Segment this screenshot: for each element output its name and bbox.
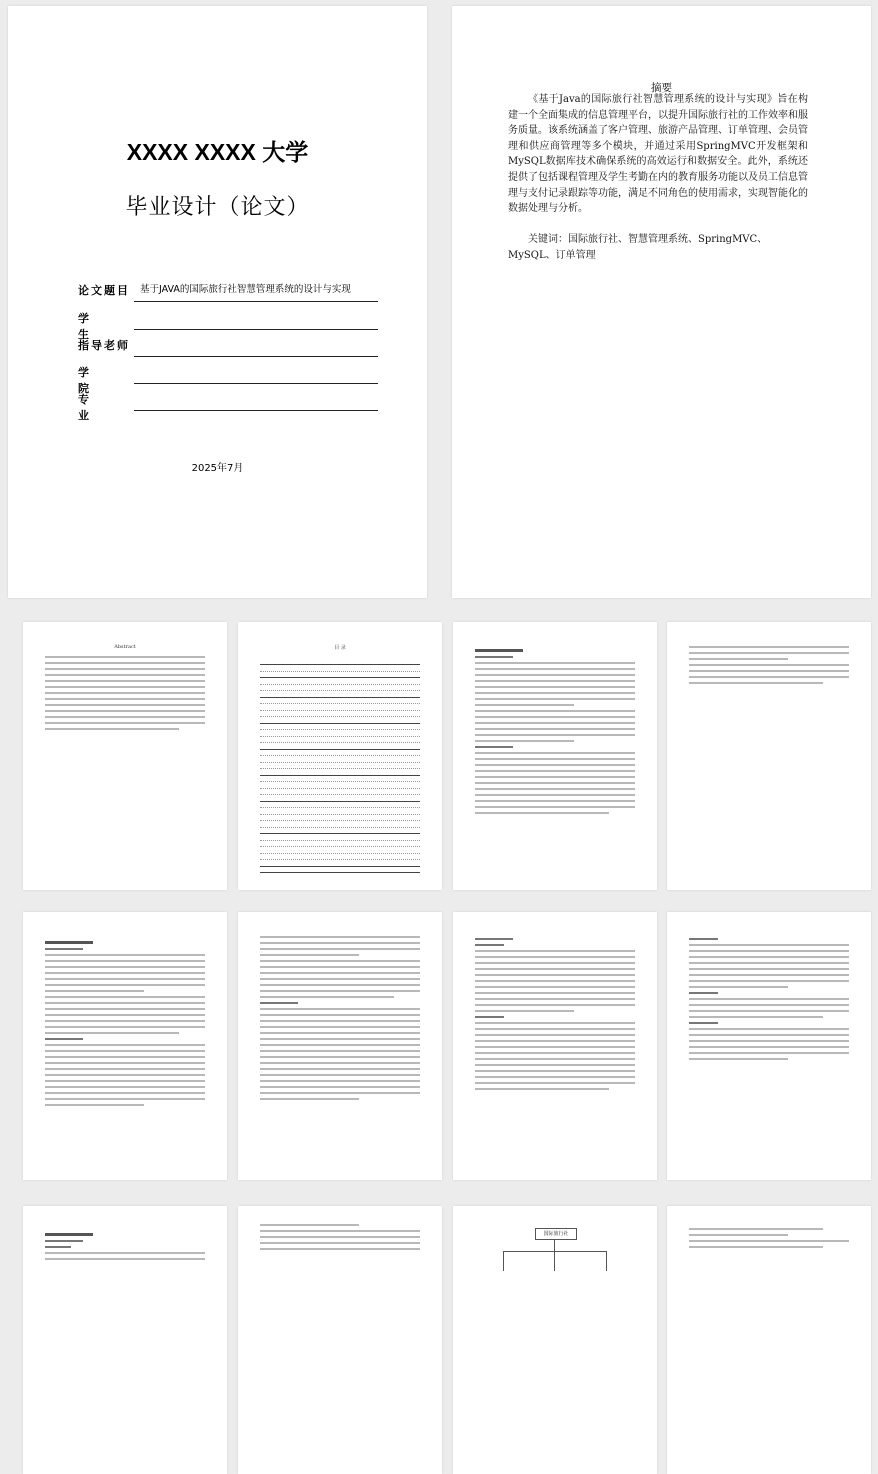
page-thumbnail-chapter-2-tech[interactable]	[453, 912, 657, 1180]
text-block	[260, 936, 420, 1104]
cover-page[interactable]	[8, 6, 427, 598]
abstract-body: 《基于Java的国际旅行社智慧管理系统的设计与实现》旨在构建一个全面集成的信息管理平台，以提升国际旅行社的工作效率和服务质量。该系统涵盖了客户管理、旅游产品管理、订单管理、会员管理和供应商管理等多个模块，并通过采用SpringMVC开发框架和MySQL数据库技术确保系统的高效运行和数据安全。此外，系统还提供了包括课程管理及学生考勤在内的教育服务功能以及员工信息管理与支付记录跟踪等功能，满足不同角色的使用需求，实现智能化的数据处理与分析。	[508, 94, 808, 215]
text-block	[689, 938, 849, 1064]
text-block	[45, 938, 205, 1110]
page-thumbnail-diagram[interactable]	[453, 1206, 657, 1474]
page-thumbnail-english-abstract[interactable]	[23, 622, 227, 890]
underline	[134, 356, 378, 357]
text-block	[45, 1230, 205, 1264]
diagram-root-node: 国际旅行社	[535, 1228, 577, 1240]
field-college	[78, 360, 378, 395]
text-block	[45, 656, 205, 734]
field-value: 基于JAVA的国际旅行社智慧管理系统的设计与实现	[140, 284, 351, 295]
text-block	[689, 1228, 849, 1252]
underline	[134, 383, 378, 384]
field-label: 论文题目	[78, 284, 128, 297]
abstract-heading: 摘要	[651, 82, 672, 94]
field-label: 学生	[78, 312, 123, 341]
abstract-keywords: 关键词：国际旅行社、智慧管理系统、SpringMVC、MySQL、订单管理	[508, 234, 768, 261]
text-block	[689, 646, 849, 688]
page-thumbnail-chapter-2[interactable]	[23, 912, 227, 1180]
text-block	[475, 938, 635, 1094]
page-thumbnail-chapter-3-list[interactable]	[667, 1206, 871, 1474]
field-label: 学院	[78, 366, 123, 395]
diagram-connector	[606, 1251, 607, 1271]
underline	[134, 410, 378, 411]
abstract-page[interactable]	[452, 6, 871, 598]
field-advisor	[78, 333, 378, 357]
field-thesis-title	[78, 278, 378, 302]
page-thumbnail-chapter-2-tech-cont[interactable]	[667, 912, 871, 1180]
page-thumbnail-toc[interactable]	[238, 622, 442, 890]
page-thumbnail-chapter-1-cont[interactable]	[667, 622, 871, 890]
page-thumbnail-chapter-3-cont[interactable]	[238, 1206, 442, 1474]
field-label: 专业	[78, 393, 123, 422]
field-label: 指导老师	[78, 339, 128, 352]
diagram-connector	[554, 1239, 555, 1251]
field-major	[78, 387, 378, 422]
diagram-connector	[503, 1251, 504, 1271]
diagram-connector	[503, 1251, 607, 1252]
thumbnail-heading: 目 录	[334, 645, 346, 651]
university-name: XXXX XXXX 大学	[126, 139, 309, 165]
diagram-connector	[554, 1251, 555, 1271]
page-thumbnail-chapter-1[interactable]	[453, 622, 657, 890]
thesis-type-title: 毕业设计（论文）	[125, 195, 310, 220]
page-thumbnail-chapter-2-cont[interactable]	[238, 912, 442, 1180]
toc-block	[260, 662, 420, 877]
cover-date: 2025年7月	[191, 463, 244, 474]
text-block	[475, 646, 635, 818]
field-student	[78, 306, 378, 341]
text-block	[260, 1224, 420, 1254]
underline	[134, 329, 378, 330]
page-thumbnail-chapter-3[interactable]	[23, 1206, 227, 1474]
thumbnail-heading: Abstract	[114, 644, 136, 650]
underline	[134, 301, 378, 302]
